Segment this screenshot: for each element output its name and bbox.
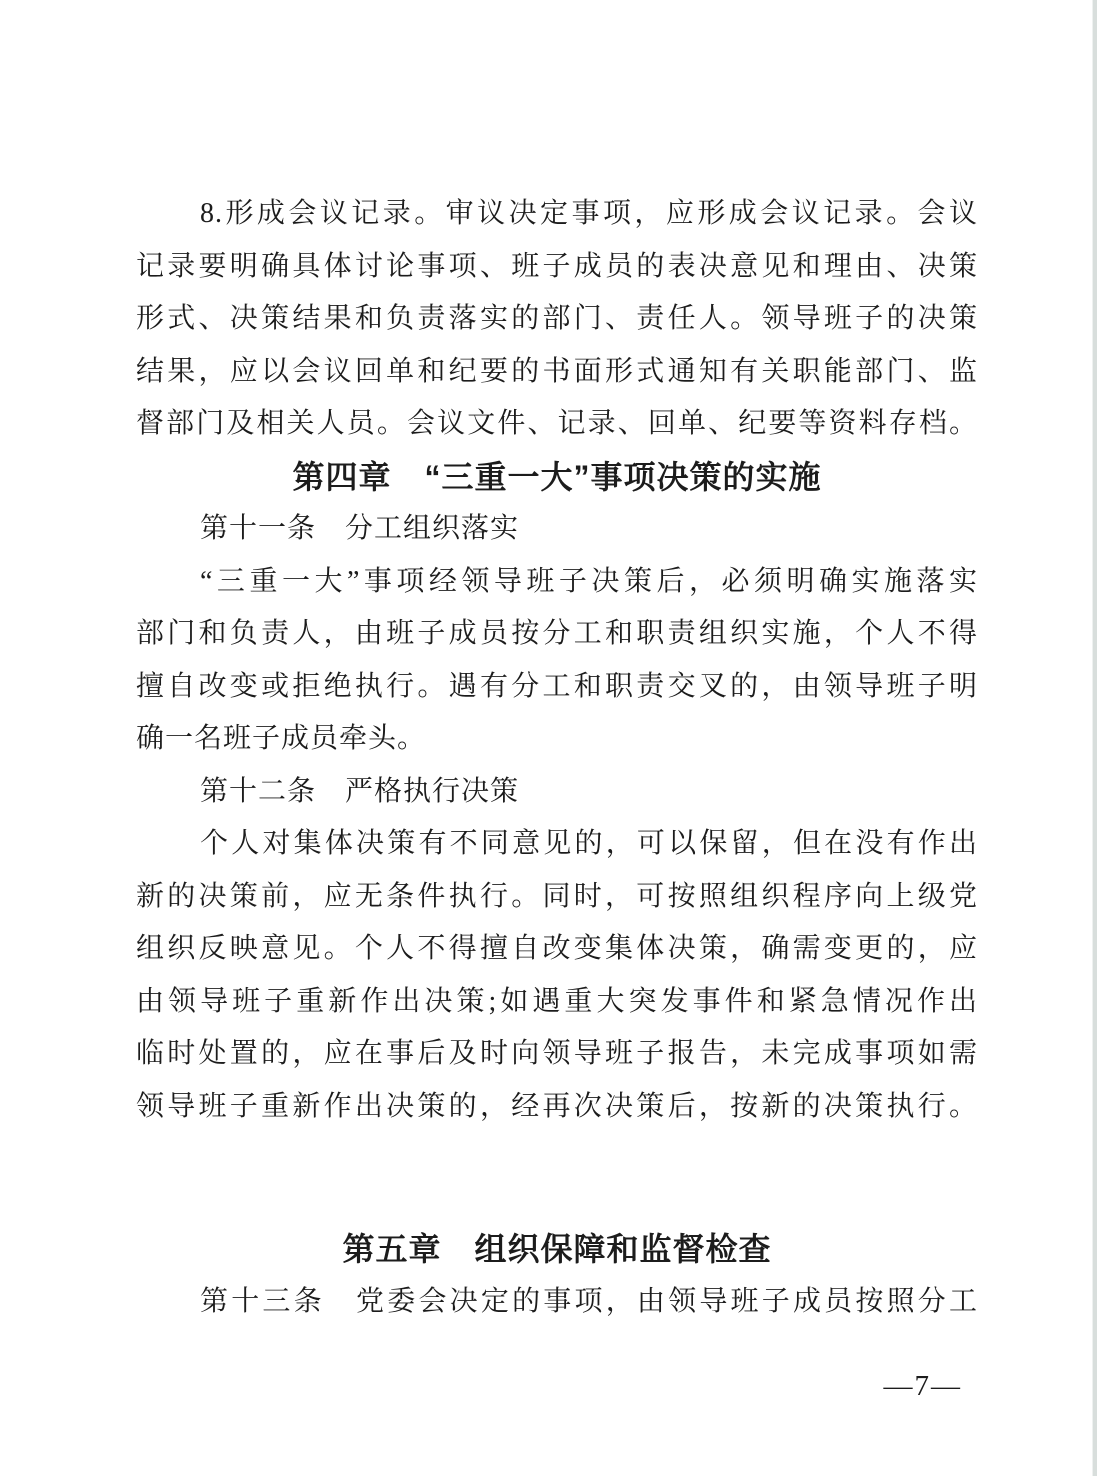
paragraph-line: 个人对集体决策有不同意见的，可以保留，但在没有作出 xyxy=(200,828,978,859)
scan-edge-line xyxy=(1092,0,1097,1476)
paragraph-line: 临时处置的，应在事后及时向领导班子报告，未完成事项如需 xyxy=(136,1038,978,1069)
article-11-title: 第十一条 分工组织落实 xyxy=(200,513,520,544)
chapter-4-heading: 第四章 “三重一大”事项决策的实施 xyxy=(292,458,822,495)
paragraph-line: 部门和负责人，由班子成员按分工和职责组织实施，个人不得 xyxy=(136,618,978,649)
paragraph-line: 形式、决策结果和负责落实的部门、责任人。领导班子的决策 xyxy=(136,303,978,334)
chapter-5-heading: 第五章 组织保障和监督检查 xyxy=(342,1231,772,1267)
paragraph-line: 8.形成会议记录。审议决定事项，应形成会议记录。会议 xyxy=(200,198,978,229)
paragraph-line: 新的决策前，应无条件执行。同时，可按照组织程序向上级党 xyxy=(136,880,978,912)
paragraph-line: 督部门及相关人员。会议文件、记录、回单、纪要等资料存档。 xyxy=(136,408,978,439)
paragraph-line: 领导班子重新作出决策的，经再次决策后，按新的决策执行。 xyxy=(136,1090,978,1122)
article-12-title: 第十二条 严格执行决策 xyxy=(200,775,520,807)
page-number: —7— xyxy=(883,1370,962,1402)
paragraph-line: 擅自改变或拒绝执行。遇有分工和职责交叉的，由领导班子明 xyxy=(136,670,978,702)
paragraph-line: “三重一大”事项经领导班子决策后，必须明确实施落实 xyxy=(200,565,978,597)
paragraph-line: 结果，应以会议回单和纪要的书面形式通知有关职能部门、监 xyxy=(136,355,978,387)
paragraph-line: 由领导班子重新作出决策;如遇重大突发事件和紧急情况作出 xyxy=(136,985,978,1017)
article-13-line: 第十三条 党委会决定的事项，由领导班子成员按照分工 xyxy=(200,1285,978,1317)
document-body xyxy=(136,188,978,1406)
paragraph-line: 组织反映意见。个人不得擅自改变集体决策，确需变更的，应 xyxy=(136,933,978,964)
paragraph-line: 确一名班子成员牵头。 xyxy=(136,723,427,754)
paragraph-line: 记录要明确具体讨论事项、班子成员的表决意见和理由、决策 xyxy=(136,250,978,282)
